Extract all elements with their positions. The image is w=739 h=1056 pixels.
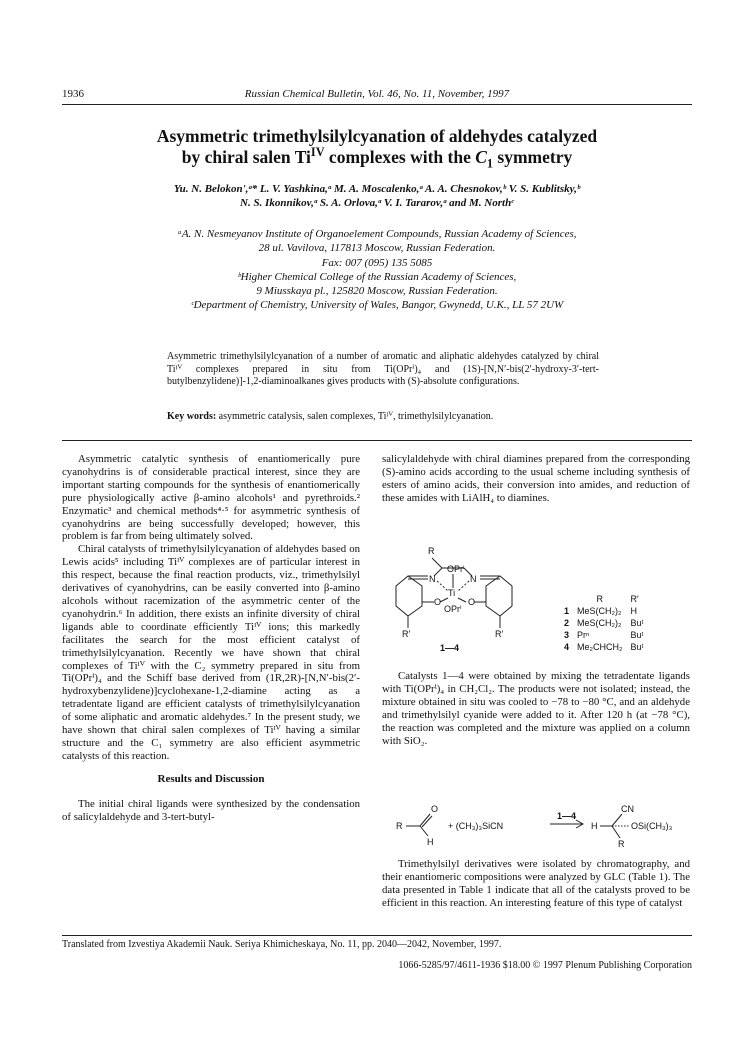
product-CN: CN <box>621 804 634 814</box>
paragraph: Asymmetric catalytic synthesis of enantiomerically pure cyanohydrins is of considerable practical interest, since they are important starting compounds for the synthesis of enantiomerically pure physiologically active β-amino alcohols¹ and pyrethroids.² Enzymatic³ and chemical methods⁴·⁵ for asymmetric synthesis of cyanohydrins are being successfully developed; however, this problem is far from being ultimately solved. <box>62 453 360 543</box>
label-O-right: O <box>468 597 476 607</box>
right-column-bottom <box>382 858 690 910</box>
label-R-prime-right: R′ <box>495 629 504 639</box>
label-Ti: Ti <box>448 588 456 598</box>
paragraph: salicylaldehyde with chiral diamines prepared from the corresponding (S)-amino acids according to the usual scheme including synthesis of esters of amino acids, their conversion into amides, and reduction of these amides with LiAlH₄ to diamines. <box>382 453 690 504</box>
label-compounds: 1—4 <box>440 643 460 653</box>
translation-note: Translated from Izvestiya Akademii Nauk. Seriya Khimicheskaya, No. 11, pp. 2040—2042, November, 1997. <box>62 939 502 950</box>
reagent-TMSCN: + (CH₃)₃SiCN <box>448 821 504 831</box>
product-H: H <box>591 821 598 831</box>
label-N-right: N <box>470 574 477 584</box>
page-number: 1936 <box>62 88 84 100</box>
product-R: R <box>618 839 625 849</box>
authors-line-2: N. S. Ikonnikov,ᵃ S. A. Orlova,ᵃ V. I. Tararov,ᵃ and M. Northᶜ <box>240 197 514 209</box>
paragraph: Catalysts 1—4 were obtained by mixing the tetradentate ligands with Ti(OPrⁱ)₄ in CH₂Cl₂. The products were not isolated; instead, the mixture obtained in situ was cooled to −78 to −80 °C, and an aldehyde and trimethylsilyl cyanide were added to it. After 120 h (at −78 °C), the reaction was completed and the mixture was applied on a column with SiO₂. <box>382 670 690 747</box>
label-N-left: N <box>429 574 436 584</box>
section-heading: Results and Discussion <box>157 772 265 785</box>
keywords-text: asymmetric catalysis, salen complexes, Tiᴵⱽ, trimethylsilylcyanation. <box>216 411 494 422</box>
bond <box>612 814 622 826</box>
label-OPr-top: OPrⁱ <box>447 564 465 574</box>
title-line-1: Asymmetric trimethylsilylcyanation of aldehydes catalyzed <box>156 126 598 146</box>
paragraph: Trimethylsilyl derivatives were isolated by chromatography, and their enantiomeric compositions were analyzed by GLC (Table 1). The data presented in Table 1 indicate that all of the catalysts proved to be efficient in this reaction. An interesting feature of this type of catalyst <box>382 858 690 909</box>
affiliations <box>62 227 692 313</box>
bond <box>420 826 428 836</box>
footer-rule <box>62 935 692 936</box>
left-column <box>62 453 360 823</box>
affiliation-line: ᶜDepartment of Chemistry, University of Wales, Bangor, Gwynedd, U.K., LL 57 2UW <box>190 299 564 312</box>
authors-line-1: Yu. N. Belokon',ᵃ* L. V. Yashkina,ᵃ M. A. Moscalenko,ᵃ A. A. Chesnokov,ᵇ V. S. Kublitsky,ᵇ <box>173 183 581 195</box>
paragraph: Chiral catalysts of trimethylsilylcyanation of aldehydes based on Lewis acids⁵ including Tiᴵⱽ complexes are of particular interest in this respect, because the final reaction products, viz., trimethylsilyl derivatives of cyanohydrins, can be easily converted into β-amino alcohols without racemization of the asymmetric center of the cyanohydrin.⁶ In addition, there exists an infinite diversity of chiral ligands able to coordinate efficiently Tiᴵⱽ ions; this markedly facilitates the search for the most efficient catalyst of trimethylsilylcyanation. Recently we have shown that chiral complexes of Tiᴵⱽ with the C₂ symmetry prepared in situ from Ti(OPrⁱ)₄ and the Schiff base derived from (1R,2R)-[N,N′-bis(2′-hydroxybenzylidene)]cyclohexane-1,2-diamine acting as a tetradentate ligand are efficient catalysts of trimethylsilylcyanation of some aliphatic and aromatic aldehydes.⁷ In the present study, we have shown that chiral salen complexes of Tiᴵⱽ having a similar structure and the C₁ symmetry are also efficient asymmetric catalysts of this reaction. <box>62 543 360 762</box>
table-row: 2 MeS(CH₂)₂ Buᵗ <box>564 618 644 628</box>
abstract: Asymmetric trimethylsilylcyanation of a number of aromatic and aliphatic aldehydes catalyzed by chiral Tiᴵⱽ complexes prepared in situ from Ti(OPrⁱ)₄ and (1S)-[N,N′-bis(2′-hydroxy-3′-tert-butylbenzylidene)]-1,2-diaminoalkanes gives products with (S)-absolute configurations. <box>167 351 599 388</box>
keywords <box>167 411 607 422</box>
benzene-ring-left <box>396 576 422 616</box>
copyright-line: 1066-5285/97/4611-1936 $18.00 © 1997 Plenum Publishing Corporation <box>398 960 692 971</box>
keywords-label: Key words: <box>167 411 217 422</box>
right-column-middle <box>382 670 690 747</box>
right-column-top <box>382 453 690 505</box>
affiliation-line: Fax: 007 (095) 135 5085 <box>321 256 433 269</box>
affiliation-line: ᵃA. N. Nesmeyanov Institute of Organoelement Compounds, Russian Academy of Sciences, <box>177 228 577 240</box>
label-R-prime-left: R′ <box>402 629 411 639</box>
abstract-rule <box>62 440 692 441</box>
table-row: 1 MeS(CH₂)₂ H <box>564 606 638 616</box>
title-line-2: by chiral salen $Ti^{IV}$ complexes with the $C_1$ symmetry <box>181 145 573 171</box>
label-O-left: O <box>434 597 442 607</box>
affiliation-line: 28 ul. Vavilova, 117813 Moscow, Russian Federation. <box>258 242 496 255</box>
product-OSi: OSi(CH₃)₃ <box>631 821 673 831</box>
bond <box>458 598 466 602</box>
affiliation-line: ᵇHigher Chemical College of the Russian Academy of Sciences, <box>237 270 517 283</box>
benzene-ring-right <box>486 576 512 616</box>
bond <box>440 598 448 602</box>
reactant-O: O <box>431 804 439 814</box>
arrow-label: 1—4 <box>557 811 577 821</box>
label-R: R <box>428 546 435 556</box>
bond <box>437 581 448 591</box>
label-OPr-bottom: OPrⁱ <box>444 604 462 614</box>
journal-citation: Russian Chemical Bulletin, Vol. 46, No. 11, November, 1997 <box>244 88 510 100</box>
header-rule <box>62 104 692 105</box>
table-row: 4 Me₂CHCH₂ Buᵗ <box>564 642 644 652</box>
bond <box>612 826 620 838</box>
reactant-R: R <box>396 821 403 831</box>
salen-structure-diagram <box>382 536 532 656</box>
bond <box>458 581 469 591</box>
paragraph: The initial chiral ligands were synthesized by the condensation of salicylaldehyde and 3-tert-butyl- <box>62 797 360 823</box>
table-row: 3 Prⁿ Buᵗ <box>564 630 644 640</box>
article-title <box>62 126 692 171</box>
affiliation-line: 9 Miusskaya pl., 125820 Moscow, Russian Federation. <box>256 285 498 298</box>
reaction-scheme <box>390 800 690 852</box>
table-header-row: R R′ <box>596 594 639 604</box>
substituent-table <box>560 593 648 653</box>
reactant-H: H <box>427 837 434 847</box>
author-list <box>62 182 692 210</box>
bond <box>432 558 442 568</box>
